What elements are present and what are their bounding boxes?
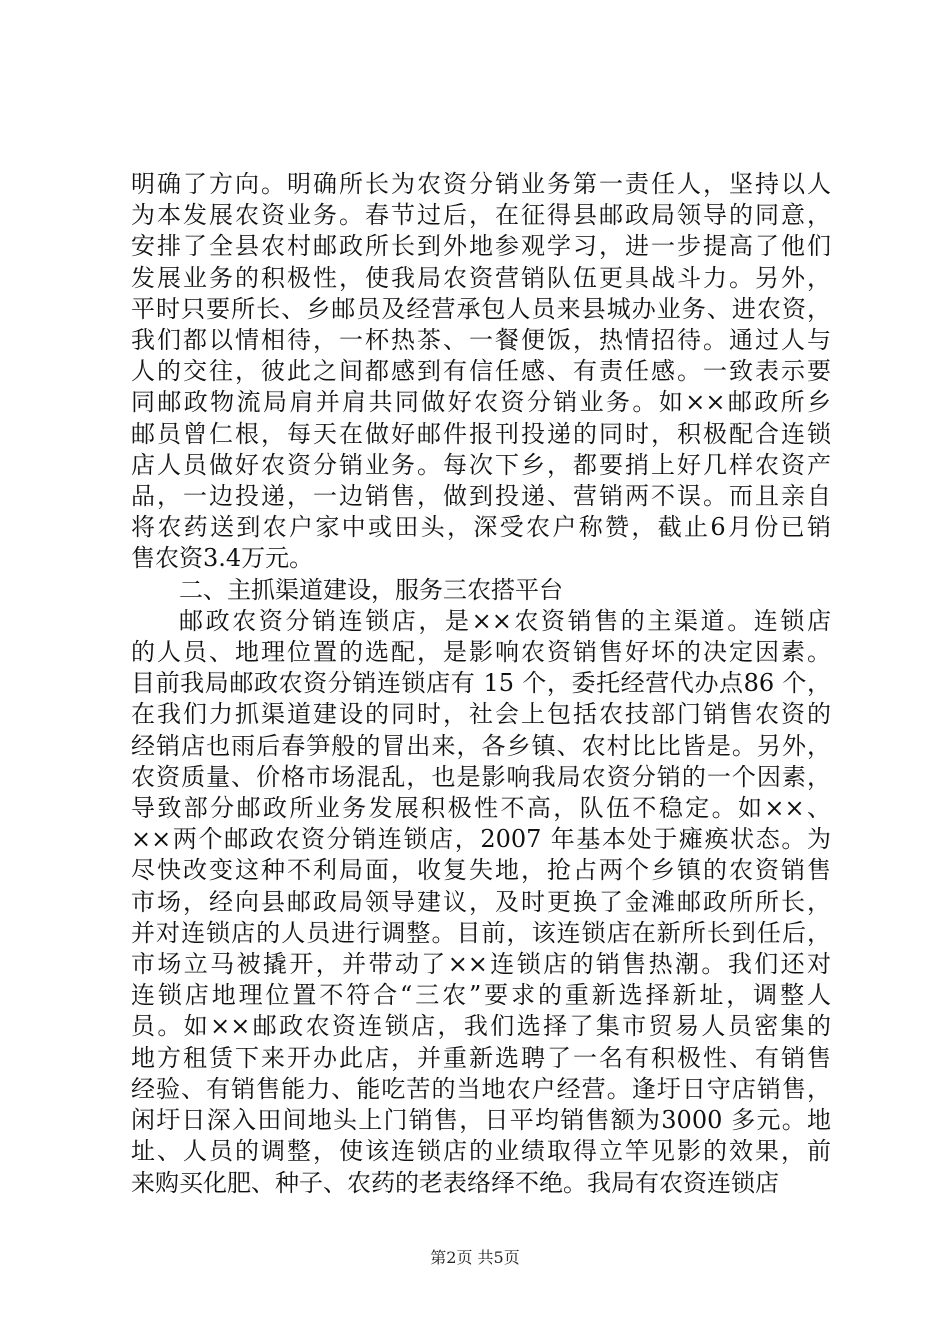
text-line: 平时只要所长、乡邮员及经营承包人员来县城办业务、进农资， — [131, 294, 831, 323]
text-line: 售农资3.4万元。 — [131, 544, 314, 573]
text-line: ××两个邮政农资分销连锁店，2007 年基本处于瘫痪状态。为 — [131, 825, 831, 854]
text-line: 市场，经向县邮政局领导建议，及时更换了金滩邮政所所长， — [131, 887, 831, 916]
section-heading — [131, 575, 831, 606]
text-line: 发展业务的积极性，使我局农资营销队伍更具战斗力。另外， — [131, 263, 831, 292]
page-footer: 第2页 共5页 — [430, 1248, 520, 1267]
text-line: 安排了全县农村邮政所长到外地参观学习，进一步提高了他们 — [131, 232, 831, 261]
document-body — [131, 169, 831, 1199]
text-line: 二、主抓渠道建设，服务三农搭平台 — [179, 575, 563, 604]
text-line: 在我们力抓渠道建设的同时，社会上包括农技部门销售农资的 — [131, 700, 831, 729]
paragraph — [131, 606, 831, 1199]
text-line: 目前我局邮政农资分销连锁店有 15 个，委托经营代办点86 个， — [131, 669, 831, 698]
text-line: 的人员、地理位置的选配，是影响农资销售好坏的决定因素。 — [131, 638, 831, 667]
text-line: 同邮政物流局肩并肩共同做好农资分销业务。如××邮政所乡 — [131, 388, 831, 417]
text-line: 并对连锁店的人员进行调整。目前，该连锁店在新所长到任后， — [131, 918, 831, 947]
text-line: 店人员做好农资分销业务。每次下乡，都要捎上好几样农资产 — [131, 450, 831, 479]
text-line: 品，一边投递，一边销售，做到投递、营销两不误。而且亲自 — [131, 482, 831, 511]
text-line: 连锁店地理位置不符合“三农”要求的重新选择新址，调整人 — [131, 981, 831, 1010]
text-line: 员。如××邮政农资连锁店，我们选择了集市贸易人员密集的 — [131, 1012, 831, 1041]
text-line: 来购买化肥、种子、农药的老表络绎不绝。我局有农资连锁店 — [131, 1168, 779, 1197]
text-line: 为本发展农资业务。春节过后，在征得县邮政局领导的同意， — [131, 201, 831, 230]
text-line: 经验、有销售能力、能吃苦的当地农户经营。逢圩日守店销售， — [131, 1074, 831, 1103]
text-line: 人的交往，彼此之间都感到有信任感、有责任感。一致表示要 — [131, 357, 831, 386]
text-line: 导致部分邮政所业务发展积极性不高，队伍不稳定。如××、 — [131, 794, 831, 823]
text-line: 邮员曾仁根，每天在做好邮件报刊投递的同时，积极配合连锁 — [131, 419, 831, 448]
text-line: 邮政农资分销连锁店，是××农资销售的主渠道。连锁店 — [179, 606, 831, 635]
paragraph — [131, 169, 831, 575]
text-line: 农资质量、价格市场混乱，也是影响我局农资分销的一个因素， — [131, 762, 831, 791]
text-line: 明确了方向。明确所长为农资分销业务第一责任人，坚持以人 — [131, 170, 831, 198]
text-line: 闲圩日深入田间地头上门销售，日平均销售额为3000 多元。地 — [131, 1106, 831, 1135]
text-line: 址、人员的调整，使该连锁店的业绩取得立竿见影的效果，前 — [131, 1137, 831, 1166]
text-line: 经销店也雨后春笋般的冒出来，各乡镇、农村比比皆是。另外， — [131, 731, 831, 760]
text-line: 地方租赁下来开办此店，并重新选聘了一名有积极性、有销售 — [131, 1043, 831, 1072]
text-line: 我们都以情相待，一杯热茶、一餐便饭，热情招待。通过人与 — [131, 326, 831, 355]
text-line: 尽快改变这种不利局面，收复失地，抢占两个乡镇的农资销售 — [131, 856, 831, 885]
text-line: 将农药送到农户家中或田头，深受农户称赞，截止6月份已销 — [131, 513, 831, 542]
text-line: 市场立马被撬开，并带动了××连锁店的销售热潮。我们还对 — [131, 950, 831, 979]
